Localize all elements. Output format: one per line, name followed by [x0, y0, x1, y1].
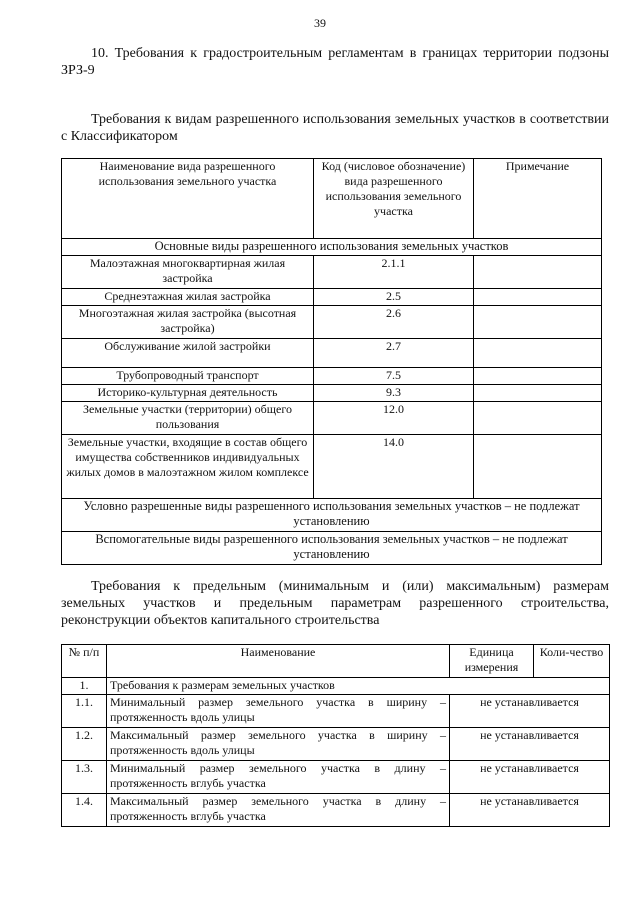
use-code: 2.7 [314, 339, 474, 368]
row-num: 1.3. [62, 761, 107, 794]
use-code: 7.5 [314, 368, 474, 385]
section-title: Требования к размерам земельных участков [107, 678, 610, 695]
row-value: не устанавливается [450, 695, 610, 728]
use-note [474, 306, 602, 339]
row-name: Минимальный размер земельного участка в длину – протяженность вглубь участка [107, 761, 450, 794]
page-number: 39 [314, 16, 326, 30]
use-name: Трубопроводный транспорт [62, 368, 314, 385]
use-code: 9.3 [314, 385, 474, 402]
main-uses-title: Основные виды разрешенного использования земельных участков [62, 239, 602, 256]
use-note [474, 368, 602, 385]
table-row [62, 794, 610, 827]
table-row [62, 402, 602, 435]
use-code: 12.0 [314, 402, 474, 435]
use-code: 2.1.1 [314, 256, 474, 289]
table-row [62, 339, 602, 368]
permitted-use-table [61, 158, 602, 565]
use-note [474, 256, 602, 289]
table-row [62, 289, 602, 306]
use-note [474, 339, 602, 368]
section-num: 1. [62, 678, 107, 695]
column-header-name: Наименование [107, 645, 450, 678]
row-name: Максимальный размер земельного участка в ширину – протяженность вдоль улицы [107, 728, 450, 761]
use-name: Малоэтажная многоквартирная жилая застройка [62, 256, 314, 289]
classifier-heading: Требования к видам разрешенного использования земельных участков в соответствии с Классификатором [61, 112, 609, 144]
limits-heading: Требования к предельным (минимальным и (или) максимальным) размерам земельных участков и предельным параметрам разрешенного строительства, реконструкции объектов капитального строительства [61, 579, 609, 628]
use-code: 14.0 [314, 435, 474, 499]
row-value: не устанавливается [450, 761, 610, 794]
use-name: Обслуживание жилой застройки [62, 339, 314, 368]
column-header-note: Примечание [474, 159, 602, 239]
table-row [62, 435, 602, 499]
row-num: 1.4. [62, 794, 107, 827]
use-note [474, 385, 602, 402]
table-row [62, 695, 610, 728]
conditional-uses-row [62, 499, 602, 532]
table-row [62, 368, 602, 385]
table-row [62, 761, 610, 794]
table-header-row [62, 645, 610, 678]
use-note [474, 402, 602, 435]
main-uses-title-row [62, 239, 602, 256]
column-header-qty: Коли-чество [534, 645, 610, 678]
row-value: не устанавливается [450, 794, 610, 827]
row-num: 1.1. [62, 695, 107, 728]
column-header-code: Код (числовое обозначение) вида разрешенного использования земельного участка [314, 159, 474, 239]
auxiliary-uses-row [62, 532, 602, 565]
use-note [474, 435, 602, 499]
conditional-uses-text: Условно разрешенные виды разрешенного использования земельных участков – не подлежат установлению [62, 499, 602, 532]
section-heading: 10. Требования к градостроительным регламентам в границах территории подзоны ЗРЗ-9 [61, 46, 609, 78]
parameters-table [61, 644, 610, 827]
section-row [62, 678, 610, 695]
use-code: 2.5 [314, 289, 474, 306]
column-header-name: Наименование вида разрешенного использования земельного участка [62, 159, 314, 239]
use-code: 2.6 [314, 306, 474, 339]
use-name: Среднеэтажная жилая застройка [62, 289, 314, 306]
table-header-row [62, 159, 602, 239]
use-name: Земельные участки, входящие в состав общего имущества собственников индивидуальных жилых домов в малоэтажном жилом комплексе [62, 435, 314, 499]
column-header-unit: Единица измерения [450, 645, 534, 678]
table-row [62, 385, 602, 402]
table-row [62, 306, 602, 339]
use-name: Земельные участки (территории) общего пользования [62, 402, 314, 435]
column-header-num: № п/п [62, 645, 107, 678]
auxiliary-uses-text: Вспомогательные виды разрешенного использования земельных участков – не подлежат установлению [62, 532, 602, 565]
row-name: Минимальный размер земельного участка в ширину – протяженность вдоль улицы [107, 695, 450, 728]
use-note [474, 289, 602, 306]
table-row [62, 256, 602, 289]
use-name: Многоэтажная жилая застройка (высотная застройка) [62, 306, 314, 339]
row-name: Максимальный размер земельного участка в длину – протяженность вглубь участка [107, 794, 450, 827]
use-name: Историко-культурная деятельность [62, 385, 314, 402]
table-row [62, 728, 610, 761]
row-value: не устанавливается [450, 728, 610, 761]
row-num: 1.2. [62, 728, 107, 761]
